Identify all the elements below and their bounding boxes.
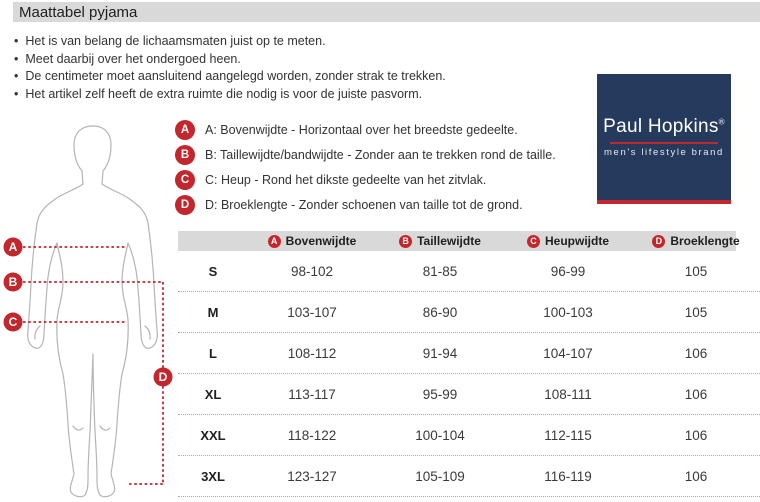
measurement-legend (175, 117, 556, 217)
instruction-text: De centimeter moet aansluitend aangelegd worden, zonder strak te trekken. (25, 69, 446, 83)
header-badge-c: C (527, 235, 540, 248)
legend-badge-c: C (175, 170, 195, 190)
cell-broeklengte: 105 (684, 263, 708, 279)
bullet-icon: • (14, 86, 19, 101)
bullet-icon: • (14, 51, 19, 66)
cell-heupwijdte: 104-107 (543, 345, 593, 361)
table-row (178, 251, 760, 292)
header-cell-heupwijdte (504, 231, 632, 251)
legend-text-b: B: Taillewijdte/bandwijdte - Zonder aan te trekken rond de taille. (205, 147, 556, 162)
header-cell-taillewijdte (376, 231, 504, 251)
body-outline (28, 126, 158, 497)
cell-heupwijdte: 116-119 (544, 468, 592, 484)
header-badge-a: A (268, 235, 281, 248)
header-label: Bovenwijdte (285, 234, 357, 248)
logo-divider-line (610, 142, 718, 144)
instruction-item (14, 33, 446, 51)
figure-marker-b-letter: B (8, 275, 18, 290)
table-row (178, 333, 760, 374)
cell-bovenwijdte: 108-112 (287, 345, 337, 361)
instruction-text: Het artikel zelf heeft de extra ruimte die nodig is voor de juiste pasvorm. (25, 86, 423, 101)
cell-heupwijdte: 108-111 (544, 386, 592, 402)
legend-badge-a: A (175, 120, 195, 140)
cell-heupwijdte: 100-103 (543, 304, 593, 320)
header-label: Heupwijdte (544, 234, 609, 248)
instruction-item (14, 86, 446, 104)
size-table-header (178, 231, 760, 251)
header-badge-d: D (652, 235, 665, 248)
cell-bovenwijdte: 118-122 (287, 427, 337, 443)
table-row (178, 456, 760, 497)
table-row (178, 292, 760, 333)
figure-marker-a-letter: A (8, 240, 18, 255)
brand-name (603, 116, 725, 138)
instruction-text: Het is van belang de lichaamsmaten juist op te meten. (25, 34, 326, 48)
figure-marker-b (4, 273, 23, 292)
table-row (178, 374, 760, 415)
bullet-icon: • (14, 34, 19, 48)
legend-row-a (175, 117, 556, 142)
header-cell-bovenwijdte (248, 231, 376, 251)
cell-heupwijdte: 96-99 (550, 263, 586, 279)
header-label: Broeklengte (670, 234, 740, 248)
cell-broeklengte: 105 (684, 304, 708, 320)
cell-bovenwijdte: 123-127 (287, 468, 337, 484)
registered-trademark-icon: ® (718, 117, 725, 127)
size-label: M (207, 304, 219, 320)
cell-taillewijdte: 95-99 (422, 386, 458, 402)
legend-text-a: A: Bovenwijdte - Horizontaal over het breedste gedeelte. (205, 122, 518, 137)
size-label: XL (204, 386, 222, 402)
cell-bovenwijdte: 103-107 (287, 304, 337, 320)
bullet-icon: • (14, 69, 19, 83)
legend-row-b (175, 142, 556, 167)
cell-bovenwijdte: 113-117 (288, 386, 336, 402)
cell-taillewijdte: 86-90 (422, 304, 458, 320)
body-measurement-diagram (0, 112, 185, 502)
figure-marker-c-letter: C (8, 315, 18, 330)
cell-bovenwijdte: 98-102 (290, 263, 334, 279)
cell-taillewijdte: 105-109 (415, 468, 465, 484)
size-table (178, 231, 760, 497)
cell-broeklengte: 106 (684, 468, 708, 484)
size-label: S (208, 263, 218, 279)
header-label: Taillewijdte (417, 234, 481, 248)
instruction-item (14, 51, 446, 69)
header-cell-broeklengte (632, 231, 760, 251)
instruction-item (14, 68, 446, 86)
legend-row-d (175, 192, 556, 217)
cell-broeklengte: 106 (684, 427, 708, 443)
figure-marker-d-letter: D (158, 370, 168, 385)
brand-name-text: Paul Hopkins (603, 116, 719, 137)
instructions-list (14, 33, 446, 103)
cell-broeklengte: 106 (684, 386, 708, 402)
size-label: L (209, 345, 217, 361)
header-cell-size (178, 231, 248, 251)
figure-marker-a (4, 238, 23, 257)
legend-badge-d: D (175, 195, 195, 215)
cell-broeklengte: 106 (684, 345, 708, 361)
header-badge-b: B (399, 235, 412, 248)
legend-badge-b: B (175, 145, 195, 165)
legend-row-c (175, 167, 556, 192)
size-label: 3XL (201, 468, 225, 484)
cell-taillewijdte: 81-85 (422, 263, 458, 279)
cell-taillewijdte: 91-94 (422, 345, 458, 361)
page-title-bar (13, 2, 760, 22)
figure-marker-d (154, 368, 173, 387)
brand-tagline: men's lifestyle brand (604, 147, 724, 158)
cell-heupwijdte: 112-115 (544, 427, 592, 443)
brand-logo (597, 74, 731, 204)
figure-marker-c (4, 313, 23, 332)
table-row (178, 415, 760, 456)
page-title: Maattabel pyjama (19, 3, 138, 21)
cell-taillewijdte: 100-104 (415, 427, 465, 443)
size-label: XXL (200, 427, 226, 443)
legend-text-d: D: Broeklengte - Zonder schoenen van taille tot de grond. (205, 197, 523, 212)
instruction-text: Meet daarbij over het ondergoed heen. (25, 51, 241, 66)
legend-text-c: C: Heup - Rond het dikste gedeelte van het zitvlak. (205, 172, 487, 187)
